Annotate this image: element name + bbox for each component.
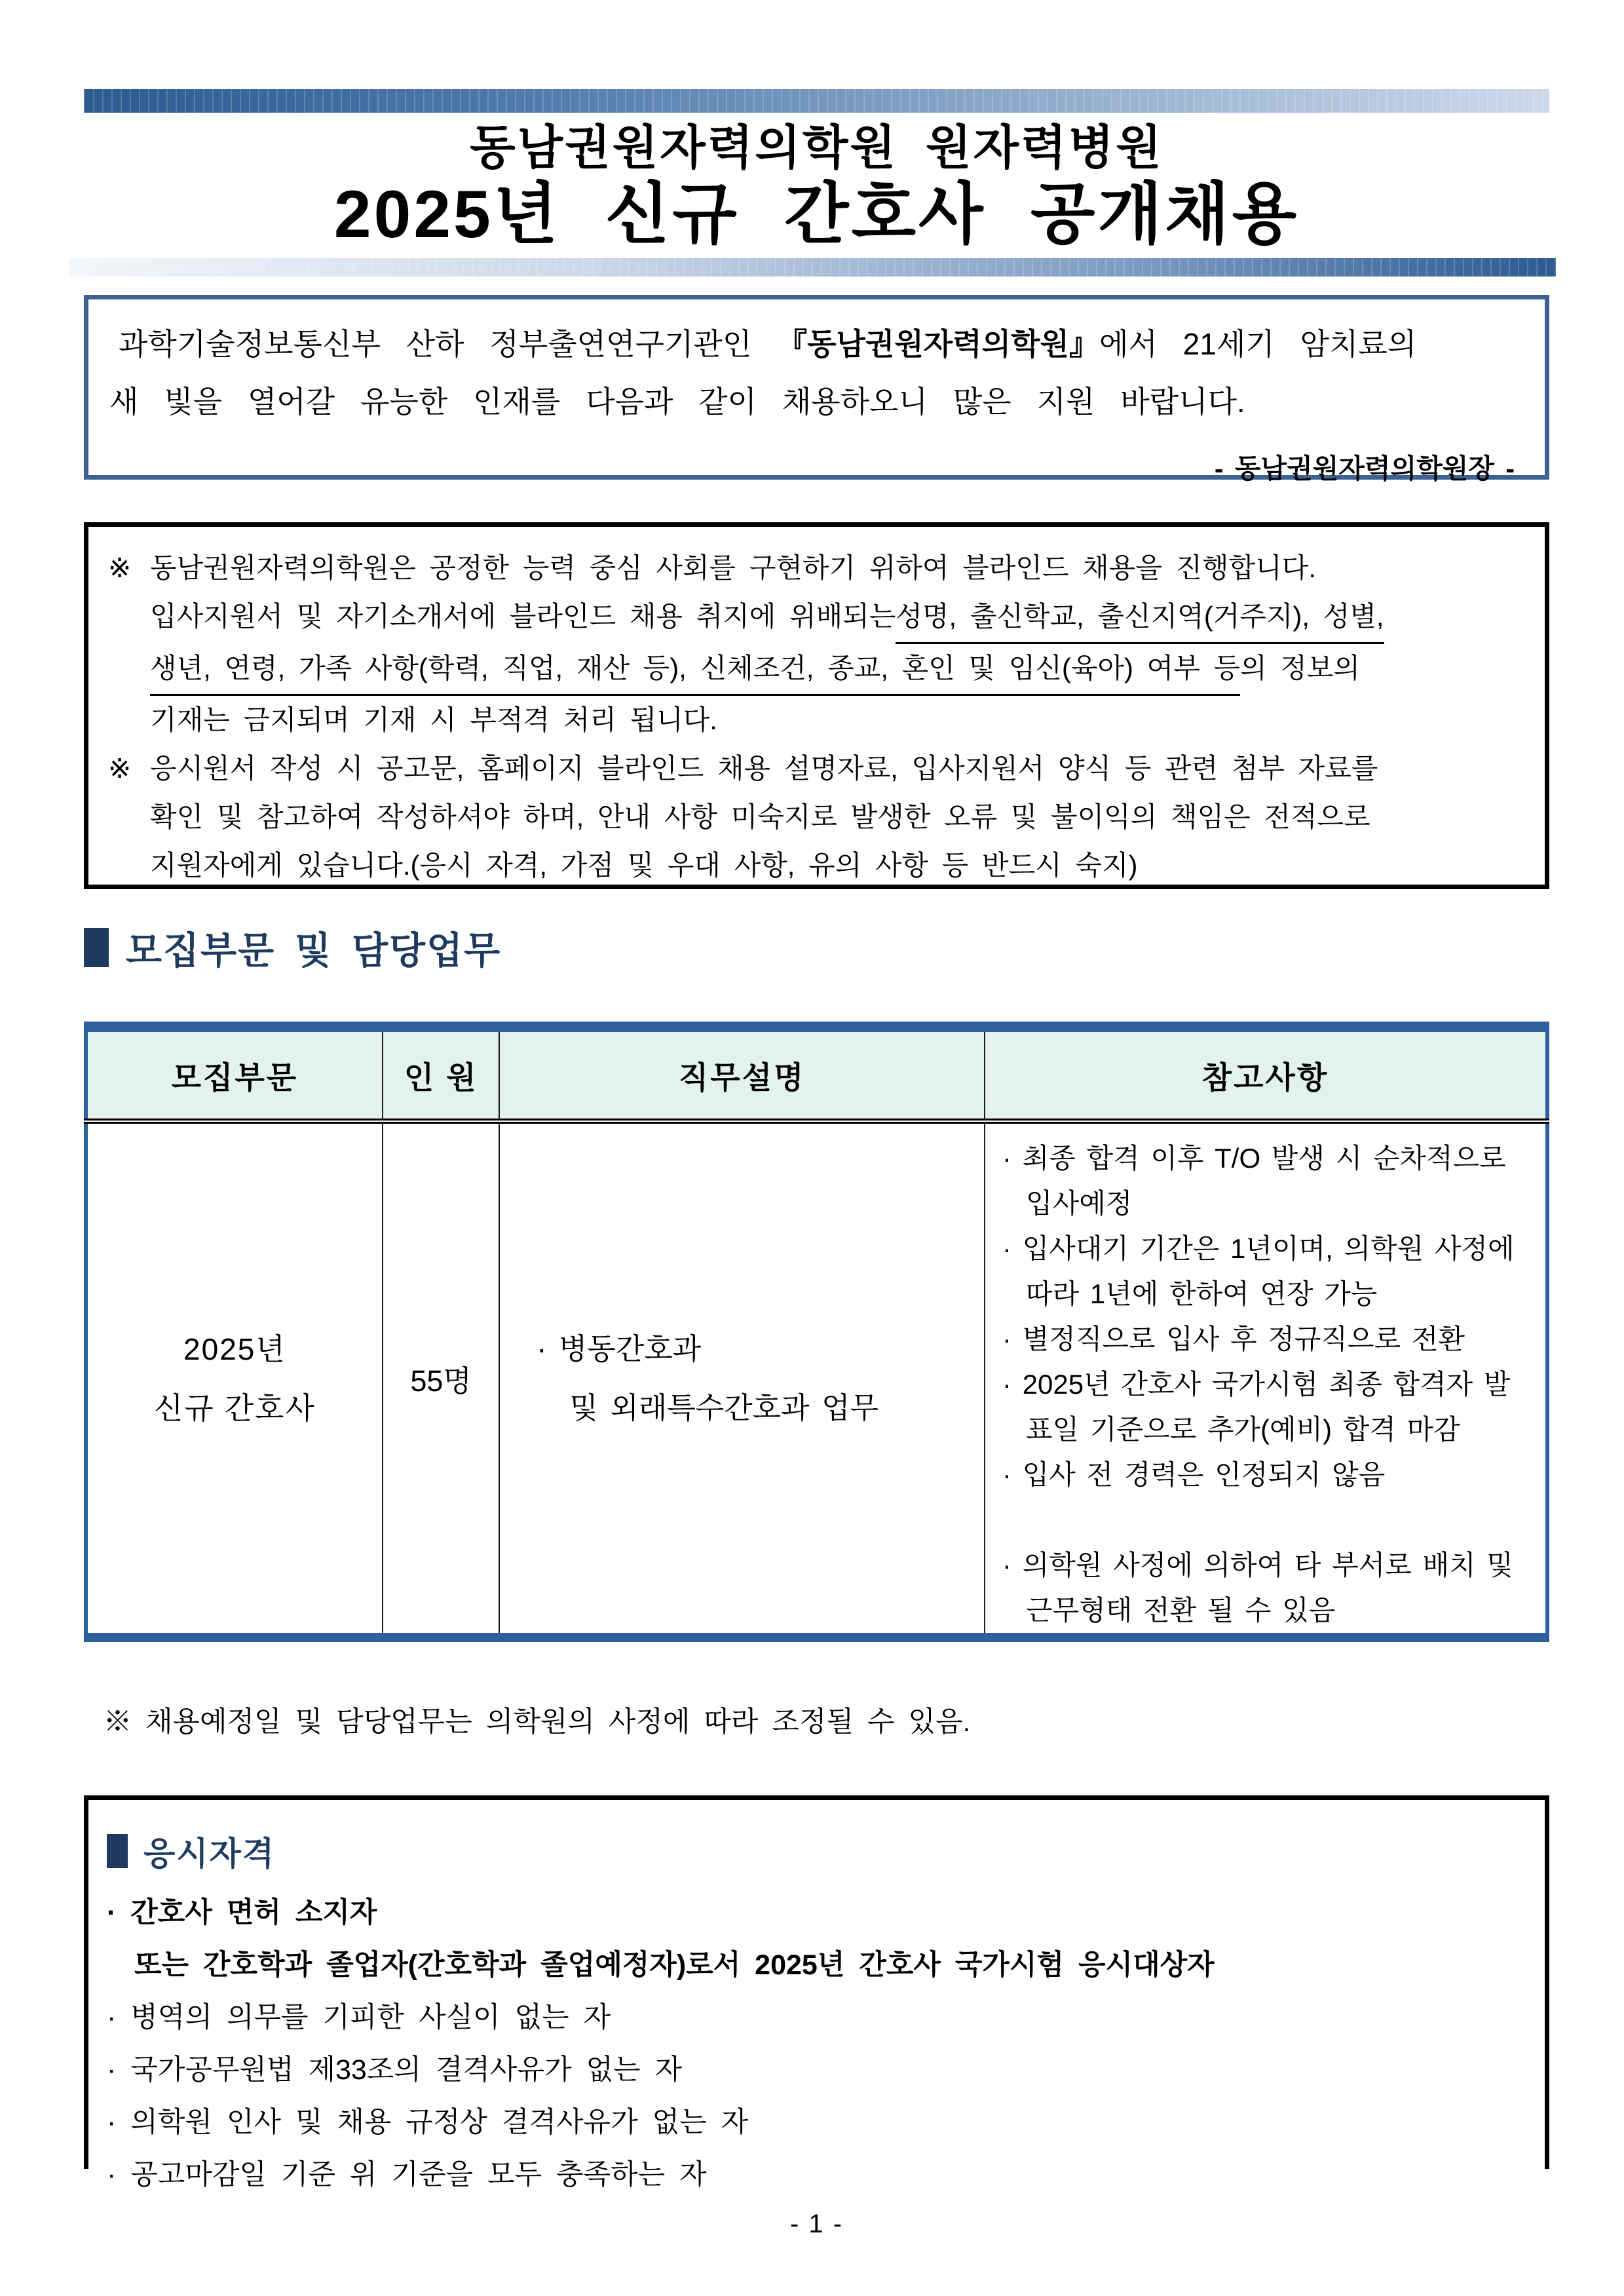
organization-title: 동남권원자력의학원 원자력병원 [470, 122, 1163, 174]
notice-line: 지원자에게 있습니다.(응시 자격, 가점 및 우대 사항, 유의 사항 등 반드시 숙지) [150, 850, 1138, 881]
cell-reference-notes [985, 1121, 1547, 1637]
intro-box [84, 295, 1549, 484]
notice-underlined-text: 성명, 출신학교, 출신지역(거주지), 성별, [896, 592, 1384, 644]
eligibility-item: 또는 간호학과 졸업자(간호학과 졸업예정자)로서 2025년 간호사 국가시험 응시대상자 [134, 1949, 1215, 1981]
notice-line [108, 644, 1533, 696]
recruit-part-line: 신규 간호사 [153, 1390, 316, 1425]
reference-note: · 입사 전 경력은 인정되지 않음 [1002, 1459, 1386, 1490]
section-header-eligibility [107, 1827, 1526, 1875]
reference-mark: ※ [108, 753, 132, 784]
eligibility-item: · 병역의 의무를 기피한 사실이 없는 자 [107, 2002, 611, 2033]
gradient-stripes [84, 89, 1549, 113]
notice-line [108, 592, 1533, 644]
page-content [84, 89, 1549, 2239]
page-number: - 1 - [789, 2210, 844, 2238]
notice-text: 동남권원자력의학원은 공정한 능력 중심 사회를 구현하기 위하여 블라인드 채용을 진행합니다. [150, 552, 1316, 583]
reference-mark: ※ [108, 552, 132, 583]
column-header-count: 인 원 [383, 1027, 499, 1121]
cell-duty [499, 1121, 985, 1637]
reference-note: · 별정직으로 입사 후 정규직으로 전환 [1002, 1324, 1465, 1354]
section-header-recruitment [84, 921, 1549, 974]
intro-text: 에서 21세기 암치료의 [1099, 327, 1417, 361]
intro-line-1 [109, 315, 1526, 373]
recruit-part-line: 2025년 [183, 1331, 286, 1366]
table-row [86, 1121, 1547, 1637]
eligibility-item: · 국가공무원법 제33조의 결격사유가 없는 자 [107, 2054, 683, 2086]
intro-signature: - 동남권원자력의학원장 - [1214, 453, 1515, 484]
column-header-part: 모집부문 [86, 1027, 383, 1121]
column-header-duty: 직무설명 [499, 1027, 985, 1121]
notice-text: 입사지원서 및 자기소개서에 블라인드 채용 취지에 위배되는 [150, 601, 896, 632]
header-gradient-bar-top [84, 89, 1549, 113]
intro-line-2: 새 빛을 열어갈 유능한 인재를 다음과 같이 채용하오니 많은 지원 바랍니다. [109, 385, 1245, 419]
header-gradient-bar-bottom [69, 258, 1556, 277]
intro-org-name: 『동남권원자력의학원』 [777, 327, 1099, 361]
eligibility-item: · 공고마감일 기준 위 기준을 모두 충족하는 자 [107, 2159, 707, 2191]
section-title: 모집부문 및 담당업무 [126, 930, 502, 972]
eligibility-item: · 간호사 면허 소지자 [107, 1897, 377, 1928]
eligibility-box [84, 1795, 1549, 2191]
gradient-stripes [69, 258, 1556, 277]
page-title: 2025년 신규 간호사 공개채용 [333, 177, 1300, 252]
cell-recruit-part [86, 1121, 383, 1637]
reference-note: · 입사대기 기간은 1년이며, 의학원 사정에 따라 1년에 한하여 연장 가능 [1002, 1233, 1515, 1309]
eligibility-item: · 의학원 인사 및 채용 규정상 결격사유가 없는 자 [107, 2107, 749, 2138]
table-header-row [86, 1027, 1547, 1121]
eligibility-title: 응시자격 [143, 1835, 276, 1872]
notice-underlined-text: 생년, 연령, 가족 사항(학력, 직업, 재산 등), 신체조건, 종교, 혼인 및 임신(육아) 여부 등 [150, 644, 1240, 696]
column-header-reference: 참고사항 [985, 1027, 1547, 1121]
notice-text: 응시원서 작성 시 공고문, 홈페이지 블라인드 채용 설명자료, 입사지원서 양식 등 관련 첨부 자료를 [150, 753, 1378, 784]
section-bullet-square-icon [107, 1834, 128, 1868]
eligibility-list [107, 1886, 1526, 2201]
duty-line: · 병동간호과 [537, 1331, 702, 1366]
notice-line [108, 544, 1533, 592]
notice-line: 확인 및 참고하여 작성하셔야 하며, 안내 사항 미숙지로 발생한 오류 및 불이익의 책임은 전적으로 [150, 801, 1370, 832]
duty-line: 및 외래특수간호과 업무 [569, 1390, 879, 1425]
table-footnote: ※ 채용예정일 및 담당업무는 의학원의 사정에 따라 조정될 수 있음. [104, 1706, 971, 1738]
reference-note: · 2025년 간호사 국가시험 최종 합격자 발표일 기준으로 추가(예비) 합격 마감 [1002, 1369, 1511, 1445]
reference-note: · 의학원 사정에 의하여 타 부서로 배치 및 근무형태 전환 될 수 있음 [1002, 1550, 1513, 1626]
section-bullet-square-icon [84, 928, 109, 967]
cell-headcount: 55명 [383, 1121, 499, 1637]
notice-text: 의 정보의 [1240, 653, 1361, 683]
reference-note: · 최종 합격 이후 T/O 발생 시 순차적으로 입사예정 [1002, 1143, 1506, 1219]
notice-line [108, 744, 1533, 793]
blind-hiring-notice-box [84, 522, 1549, 889]
notice-line: 기재는 금지되며 기재 시 부적격 처리 됩니다. [150, 704, 717, 735]
intro-text: 과학기술정보통신부 산하 정부출연연구기관인 [119, 327, 778, 361]
recruit-table [84, 1022, 1549, 1642]
